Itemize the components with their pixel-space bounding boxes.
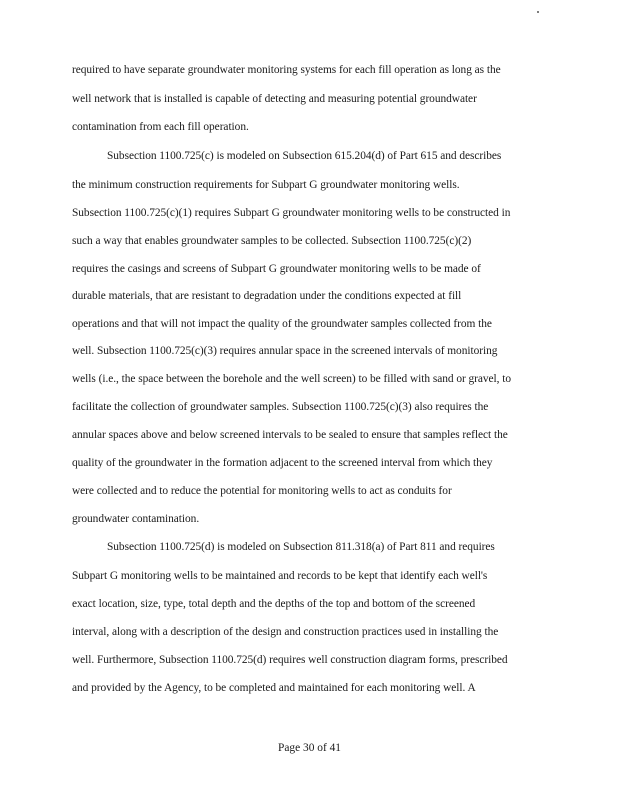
- body-line: well. Furthermore, Subsection 1100.725(d) requires well construction diagram forms, prescribed: [72, 654, 508, 666]
- body-line: and provided by the Agency, to be completed and maintained for each monitoring well. A: [72, 682, 476, 694]
- body-line: Subpart G monitoring wells to be maintained and records to be kept that identify each well's: [72, 570, 488, 582]
- body-line: such a way that enables groundwater samples to be collected. Subsection 1100.725(c)(2): [72, 235, 472, 247]
- body-line: facilitate the collection of groundwater samples. Subsection 1100.725(c)(3) also requires the: [72, 401, 489, 413]
- body-line: operations and that will not impact the quality of the groundwater samples collected from the: [72, 318, 492, 330]
- body-line: requires the casings and screens of Subpart G groundwater monitoring wells to be made of: [72, 263, 481, 275]
- body-line: wells (i.e., the space between the borehole and the well screen) to be filled with sand or gravel, to: [72, 373, 512, 385]
- body-line: durable materials, that are resistant to degradation under the conditions expected at fill: [72, 290, 462, 302]
- paragraph-start-line: Subsection 1100.725(c) is modeled on Subsection 615.204(d) of Part 615 and describes: [107, 150, 502, 162]
- body-line: well network that is installed is capable of detecting and measuring potential groundwater: [72, 93, 477, 105]
- body-line: annular spaces above and below screened intervals to be sealed to ensure that samples reflect the: [72, 429, 508, 441]
- body-line: quality of the groundwater in the formation adjacent to the screened interval from which they: [72, 457, 493, 469]
- body-line: contamination from each fill operation.: [72, 121, 249, 133]
- body-line: were collected and to reduce the potential for monitoring wells to act as conduits for: [72, 485, 452, 497]
- body-line: interval, along with a description of the design and construction practices used in installing the: [72, 626, 499, 638]
- page-number: Page 30 of 41: [278, 742, 341, 754]
- paragraph-start-line: Subsection 1100.725(d) is modeled on Subsection 811.318(a) of Part 811 and requires: [107, 541, 495, 553]
- body-line: groundwater contamination.: [72, 513, 200, 525]
- body-line: Subsection 1100.725(c)(1) requires Subpart G groundwater monitoring wells to be constructed in: [72, 207, 511, 219]
- body-line: the minimum construction requirements for Subpart G groundwater monitoring wells.: [72, 179, 460, 191]
- scan-speck: [537, 11, 539, 13]
- body-line: exact location, size, type, total depth and the depths of the top and bottom of the screened: [72, 598, 476, 610]
- body-line: well. Subsection 1100.725(c)(3) requires annular space in the screened intervals of monitoring: [72, 345, 498, 357]
- body-line: required to have separate groundwater monitoring systems for each fill operation as long as the: [72, 64, 501, 76]
